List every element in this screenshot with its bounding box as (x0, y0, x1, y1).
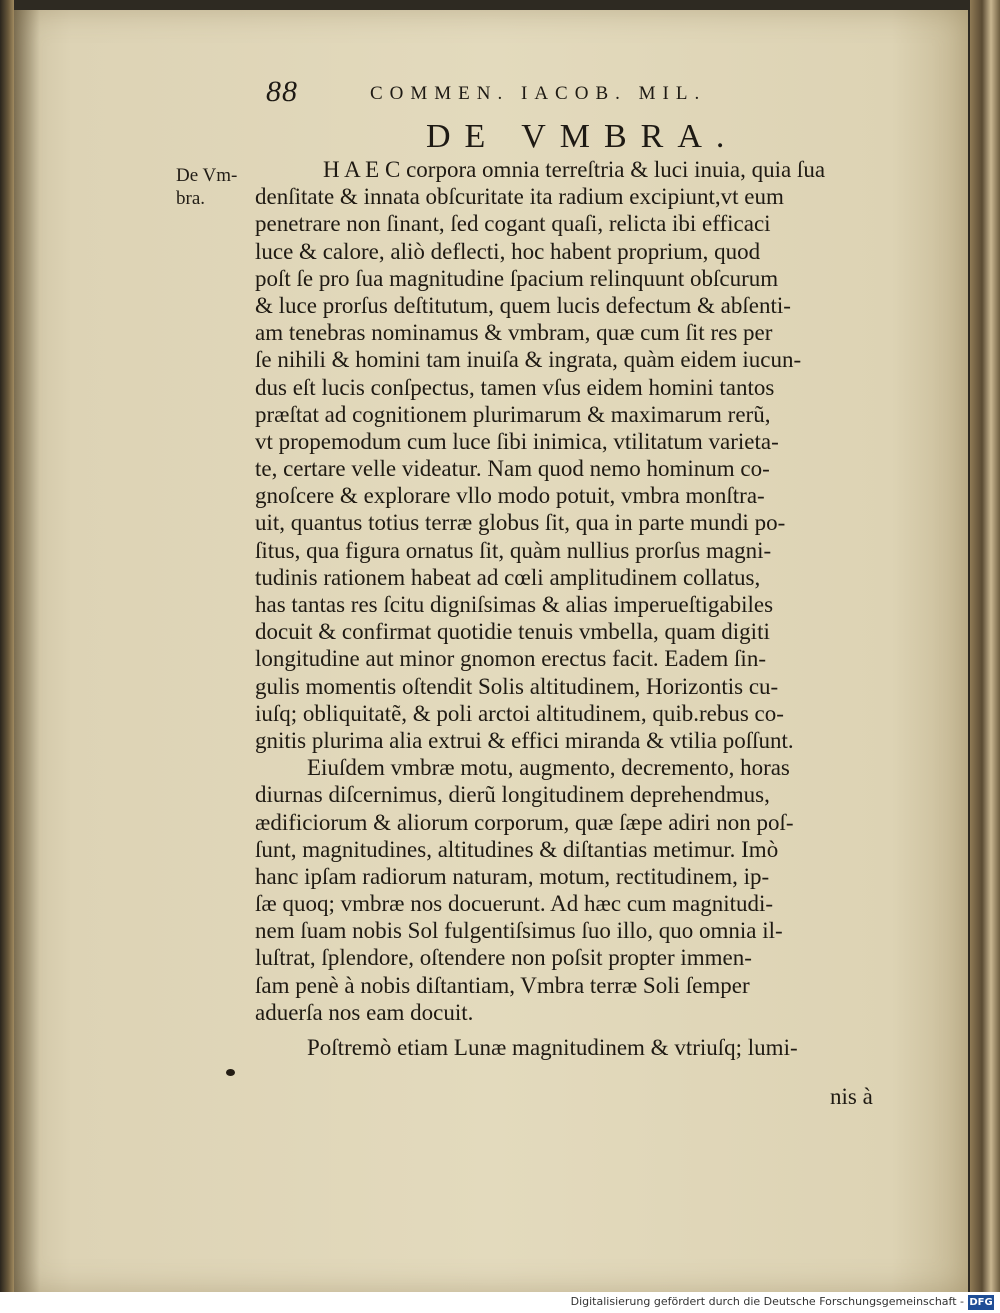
text-line: gnitis plurima alia extrui & effici miranda & vtilia poſſunt. (255, 727, 794, 753)
running-title: COMMEN. IACOB. MIL. (370, 83, 707, 104)
running-head (266, 75, 786, 115)
margin-note (176, 164, 256, 210)
text-line: luce & calore, aliò deflecti, hoc habent proprium, quod (255, 238, 761, 264)
text-line: tudinis rationem habeat ad cœli amplitudinem collatus, (255, 564, 761, 590)
book-spine-edge (0, 0, 14, 1300)
text-line: & luce prorſus deſtitutum, quem lucis defectum & abſenti- (255, 292, 791, 318)
funding-credit: Digitalisierung gefördert durch die Deutsche Forschungsgemeinschaft - (570, 1295, 964, 1308)
text-line: docuit & confirmat quotidie tenuis vmbella, quam digiti (255, 619, 770, 645)
text-line: ſæ quoq; vmbræ nos docuerunt. Ad hæc cum magnitudi- (255, 891, 774, 917)
text-line: penetrare non ſinant, ſed cogant quaſi, relicta ibi efficaci (255, 211, 771, 237)
gutter-shadow (14, 10, 40, 1292)
text-line: am tenebras nominamus & vmbram, quæ cum ſit res per (255, 320, 773, 346)
text-line: vt propemodum cum luce ſibi inimica, vtilitatum varieta- (255, 428, 779, 454)
text-line: ſitus, qua figura ornatus ſit, quàm nullius prorſus magni- (255, 537, 772, 563)
catchword: nis à (830, 1084, 873, 1109)
text-line: dus eſt lucis conſpectus, tamen vſus eidem homini tantos (255, 374, 775, 400)
text-line: nem ſuam nobis Sol fulgentiſsimus ſuo illo, quo omnia il- (255, 918, 783, 944)
margin-note-line: De Vm- (176, 165, 238, 186)
text-line: longitudine aut minor gnomon erectus facit. Eadem ſin- (255, 646, 766, 672)
margin-note-line: bra. (176, 188, 206, 209)
text-line: ſam penè à nobis diſtantiam, Vmbra terræ Soli ſemper (255, 972, 750, 998)
text-line: iuſq; obliquitatẽ, & poli arctoi altitudinem, quib.rebus co- (255, 700, 784, 726)
text-line: H A E C corpora omnia terreſtria & luci inuia, quia ſua (323, 157, 826, 182)
dfg-logo: DFG (969, 1297, 993, 1308)
page-number: 88 (266, 75, 298, 108)
text-line: præſtat ad cognitionem plurimarum & maximarum rerũ, (255, 401, 771, 427)
text-line: uit, quantus totius terræ globus ſit, qua in parte mundi po- (255, 510, 786, 536)
text-line: ſe nihili & homini tam inuiſa & ingrata, quàm eidem iucun- (255, 347, 802, 373)
digitization-footer (0, 1292, 1000, 1313)
text-line: gulis momentis oſtendit Solis altitudinem, Horizontis cu- (255, 673, 779, 699)
body-text (255, 156, 895, 1061)
text-line: Eiuſdem vmbræ motu, augmento, decremento, horas (307, 755, 790, 781)
text-line: te, certare velle videatur. Nam quod nemo hominum co- (255, 456, 770, 482)
text-line: denſitate & innata obſcuritate ita radium excipiunt,vt eum (255, 184, 784, 210)
text-line: luſtrat, ſplendore, oſtendere non poſsit propter immen- (255, 945, 752, 971)
text-line: diurnas diſcernimus, dierũ longitudinem deprehendmus, (255, 782, 770, 808)
text-line: gnoſcere & explorare vllo modo potuit, vmbra monſtra- (255, 483, 765, 509)
text-line: poſt ſe pro ſua magnitudine ſpacium relinquunt obſcurum (255, 265, 779, 291)
text-line: hanc ipſam radiorum naturam, motum, rectitudinem, ip- (255, 863, 770, 889)
text-line: has tantas res ſcitu digniſsimas & alias imperueſtigabiles (255, 592, 774, 617)
text-line: aduerſa nos eam docuit. (255, 999, 474, 1025)
page-stack-edge (970, 0, 1000, 1300)
section-title: DE VMBRA. (426, 118, 739, 155)
text-line: Poſtremò etiam Lunæ magnitudinem & vtriuſq; lumi- (307, 1035, 798, 1060)
text-line: ædificiorum & aliorum corporum, quæ ſæpe adiri non poſ- (255, 809, 794, 835)
text-line: ſunt, magnitudines, altitudines & diſtantias metimur. Imò (255, 836, 779, 862)
ink-mark (226, 1069, 235, 1076)
